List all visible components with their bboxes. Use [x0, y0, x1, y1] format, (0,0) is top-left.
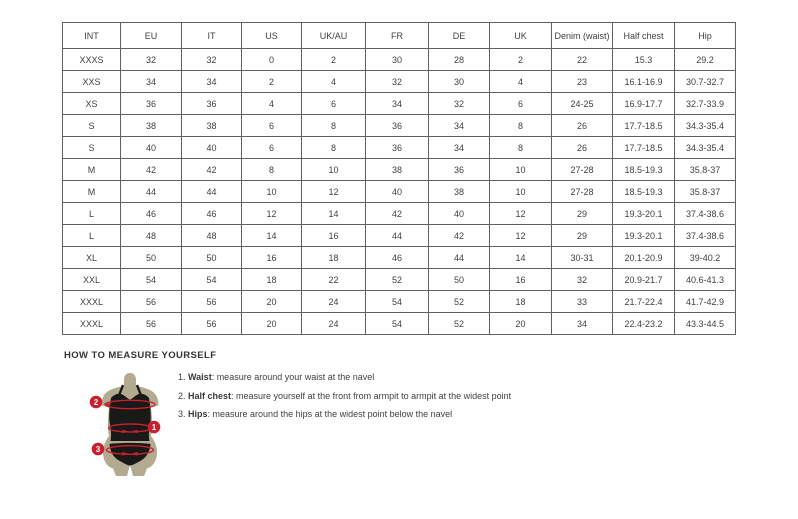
table-row: [63, 313, 736, 335]
size-cell: 44: [429, 247, 490, 269]
table-row: [63, 93, 736, 115]
column-header: Hip: [675, 23, 736, 49]
measure-step: [178, 408, 598, 420]
size-cell: 29.2: [675, 49, 736, 71]
size-cell: 8: [302, 115, 366, 137]
size-cell: 38: [182, 115, 242, 137]
size-cell: 8: [490, 137, 552, 159]
column-header: US: [242, 23, 302, 49]
size-cell: 46: [366, 247, 429, 269]
size-cell: 30: [366, 49, 429, 71]
size-cell: 24-25: [552, 93, 613, 115]
step-label: Half chest: [188, 390, 232, 401]
size-cell: 46: [121, 203, 182, 225]
size-cell: 34.3-35.4: [675, 137, 736, 159]
size-cell: 12: [490, 225, 552, 247]
size-cell: 16: [490, 269, 552, 291]
step-number: 2.: [178, 390, 189, 401]
size-cell: 20: [242, 291, 302, 313]
size-cell: 22: [302, 269, 366, 291]
measurement-figure: [82, 372, 178, 478]
size-cell: 40: [121, 137, 182, 159]
mannequin-illustration: [82, 372, 178, 478]
size-cell: 8: [242, 159, 302, 181]
size-cell: 12: [302, 181, 366, 203]
size-cell: 34: [366, 93, 429, 115]
size-cell: XXXL: [63, 291, 121, 313]
size-cell: 10: [302, 159, 366, 181]
size-cell: 2: [242, 71, 302, 93]
size-cell: 36: [366, 115, 429, 137]
step-text: : measure around the hips at the widest point below the navel: [207, 409, 453, 419]
size-cell: 8: [490, 115, 552, 137]
size-cell: 12: [490, 203, 552, 225]
size-cell: 42: [429, 225, 490, 247]
size-cell: 52: [429, 291, 490, 313]
size-cell: 34: [429, 137, 490, 159]
size-cell: 24: [302, 313, 366, 335]
size-cell: 35.8-37: [675, 159, 736, 181]
size-cell: 34: [121, 71, 182, 93]
size-cell: 36: [366, 137, 429, 159]
step-number: 1.: [178, 372, 189, 382]
size-cell: 16.9-17.7: [613, 93, 675, 115]
size-cell: 28: [429, 49, 490, 71]
size-cell: 20: [242, 313, 302, 335]
size-cell: 12: [242, 203, 302, 225]
table-row: [63, 137, 736, 159]
size-cell: 6: [490, 93, 552, 115]
table-row: [63, 225, 736, 247]
table-row: [63, 247, 736, 269]
size-cell: 27-28: [552, 181, 613, 203]
column-header: Denim (waist): [552, 23, 613, 49]
size-cell: 18: [242, 269, 302, 291]
size-cell: 29: [552, 203, 613, 225]
size-cell: 4: [490, 71, 552, 93]
size-cell: 18.5-19.3: [613, 181, 675, 203]
table-row: [63, 115, 736, 137]
size-cell: L: [63, 225, 121, 247]
size-cell: 2: [302, 49, 366, 71]
size-cell: 37.4-38.6: [675, 203, 736, 225]
size-cell: 50: [429, 269, 490, 291]
marker-1: [148, 421, 161, 434]
size-cell: 30-31: [552, 247, 613, 269]
size-cell: XXXS: [63, 49, 121, 71]
measure-step: [178, 371, 598, 383]
size-cell: 54: [366, 313, 429, 335]
size-cell: 42: [182, 159, 242, 181]
step-label: Hips: [188, 409, 208, 419]
step-label: Waist: [188, 372, 212, 382]
size-cell: 42: [121, 159, 182, 181]
size-cell: 32.7-33.9: [675, 93, 736, 115]
size-cell: 14: [490, 247, 552, 269]
size-cell: 54: [121, 269, 182, 291]
size-cell: 48: [182, 225, 242, 247]
size-cell: 32: [552, 269, 613, 291]
table-row: [63, 291, 736, 313]
size-cell: 4: [302, 71, 366, 93]
size-cell: 20.9-21.7: [613, 269, 675, 291]
table-row: [63, 49, 736, 71]
size-cell: 46: [182, 203, 242, 225]
step-number: 3.: [178, 409, 189, 419]
size-cell: XXL: [63, 269, 121, 291]
column-header: UK: [490, 23, 552, 49]
size-cell: 50: [121, 247, 182, 269]
size-cell: XS: [63, 93, 121, 115]
column-header: UK/AU: [302, 23, 366, 49]
size-cell: 38: [121, 115, 182, 137]
table-row: [63, 181, 736, 203]
size-cell: 34: [552, 313, 613, 335]
size-cell: 14: [242, 225, 302, 247]
size-cell: 54: [182, 269, 242, 291]
size-cell: 35.8-37: [675, 181, 736, 203]
size-cell: 54: [366, 291, 429, 313]
size-cell: 0: [242, 49, 302, 71]
size-cell: 32: [121, 49, 182, 71]
size-cell: 30: [429, 71, 490, 93]
size-cell: 36: [121, 93, 182, 115]
size-cell: 34: [182, 71, 242, 93]
size-cell: 18: [490, 291, 552, 313]
size-cell: 10: [490, 159, 552, 181]
size-cell: 16: [242, 247, 302, 269]
column-header: DE: [429, 23, 490, 49]
size-cell: 6: [242, 137, 302, 159]
size-cell: 22.4-23.2: [613, 313, 675, 335]
size-cell: 4: [242, 93, 302, 115]
size-cell: 37.4-38.6: [675, 225, 736, 247]
size-cell: 40: [429, 203, 490, 225]
size-cell: 17.7-18.5: [613, 115, 675, 137]
size-cell: 56: [182, 313, 242, 335]
size-cell: 18: [302, 247, 366, 269]
size-cell: M: [63, 159, 121, 181]
marker-2: [90, 396, 103, 409]
table-row: [63, 71, 736, 93]
column-header: EU: [121, 23, 182, 49]
size-cell: 56: [121, 313, 182, 335]
size-cell: 30.7-32.7: [675, 71, 736, 93]
size-cell: 56: [182, 291, 242, 313]
size-cell: 14: [302, 203, 366, 225]
size-cell: 56: [121, 291, 182, 313]
size-chart-table: [62, 22, 736, 335]
size-cell: 34.3-35.4: [675, 115, 736, 137]
step-text: : measure yourself at the front from armpit to armpit at the widest point: [231, 390, 512, 401]
table-row: [63, 159, 736, 181]
size-cell: 33: [552, 291, 613, 313]
size-cell: 44: [182, 181, 242, 203]
size-cell: 20.1-20.9: [613, 247, 675, 269]
measure-steps-list: [178, 371, 598, 427]
size-cell: 23: [552, 71, 613, 93]
size-cell: 21.7-22.4: [613, 291, 675, 313]
size-cell: 40: [366, 181, 429, 203]
size-cell: 15.3: [613, 49, 675, 71]
size-cell: 8: [302, 137, 366, 159]
size-cell: 48: [121, 225, 182, 247]
size-cell: 36: [429, 159, 490, 181]
size-cell: 26: [552, 115, 613, 137]
size-cell: 6: [242, 115, 302, 137]
size-cell: 32: [429, 93, 490, 115]
size-cell: 26: [552, 137, 613, 159]
table-header-row: [63, 23, 736, 49]
size-cell: XXXL: [63, 313, 121, 335]
size-cell: S: [63, 137, 121, 159]
size-cell: 6: [302, 93, 366, 115]
size-cell: 40: [182, 137, 242, 159]
size-cell: 44: [366, 225, 429, 247]
size-cell: 20: [490, 313, 552, 335]
size-cell: 19.3-20.1: [613, 203, 675, 225]
size-cell: 16.1-16.9: [613, 71, 675, 93]
column-header: FR: [366, 23, 429, 49]
column-header: INT: [63, 23, 121, 49]
table-row: [63, 203, 736, 225]
size-cell: 27-28: [552, 159, 613, 181]
size-cell: 17.7-18.5: [613, 137, 675, 159]
size-cell: 18.5-19.3: [613, 159, 675, 181]
svg-text:1: 1: [151, 422, 157, 432]
column-header: IT: [182, 23, 242, 49]
size-cell: 38: [429, 181, 490, 203]
column-header: Half chest: [613, 23, 675, 49]
size-cell: 50: [182, 247, 242, 269]
svg-text:3: 3: [95, 444, 101, 454]
size-cell: 41.7-42.9: [675, 291, 736, 313]
size-cell: 39-40.2: [675, 247, 736, 269]
size-cell: 40.6-41.3: [675, 269, 736, 291]
size-cell: 38: [366, 159, 429, 181]
size-cell: XXS: [63, 71, 121, 93]
size-cell: XL: [63, 247, 121, 269]
size-cell: 16: [302, 225, 366, 247]
size-cell: L: [63, 203, 121, 225]
size-cell: 32: [182, 49, 242, 71]
marker-3: [92, 443, 105, 456]
size-cell: 10: [242, 181, 302, 203]
measure-step: [178, 390, 598, 402]
size-cell: 19.3-20.1: [613, 225, 675, 247]
size-cell: 22: [552, 49, 613, 71]
size-cell: S: [63, 115, 121, 137]
size-cell: 24: [302, 291, 366, 313]
size-cell: 52: [366, 269, 429, 291]
size-cell: 52: [429, 313, 490, 335]
table-row: [63, 269, 736, 291]
size-cell: 36: [182, 93, 242, 115]
size-cell: 32: [366, 71, 429, 93]
size-cell: 42: [366, 203, 429, 225]
size-cell: 44: [121, 181, 182, 203]
svg-text:2: 2: [93, 397, 99, 407]
size-cell: 10: [490, 181, 552, 203]
measure-section-title: HOW TO MEASURE YOURSELF: [64, 350, 217, 361]
size-cell: 2: [490, 49, 552, 71]
size-cell: M: [63, 181, 121, 203]
size-cell: 34: [429, 115, 490, 137]
step-text: : measure around your waist at the navel: [211, 372, 375, 382]
size-cell: 43.3-44.5: [675, 313, 736, 335]
size-cell: 29: [552, 225, 613, 247]
